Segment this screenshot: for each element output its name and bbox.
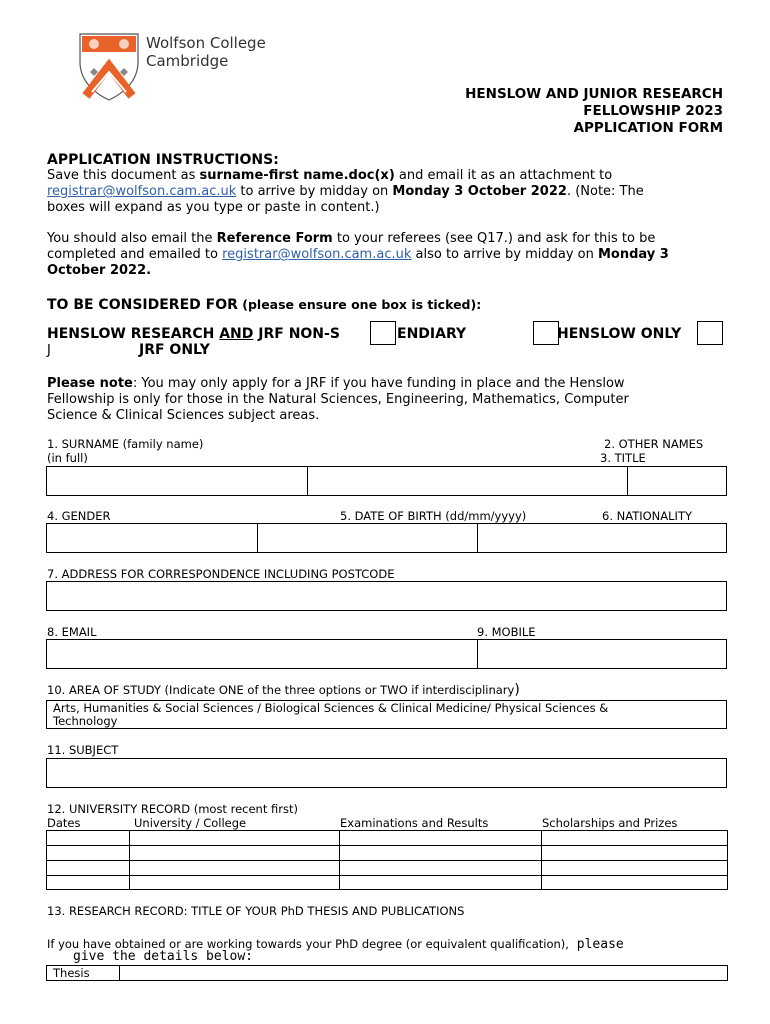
option-label-tail: ENDIARY — [397, 326, 467, 342]
surname-field[interactable] — [47, 467, 306, 495]
subject-field[interactable] — [46, 758, 727, 788]
table-row[interactable] — [47, 831, 727, 845]
mobile-label: 9. MOBILE — [477, 625, 536, 639]
dob-field[interactable] — [258, 524, 476, 552]
option-henslow-and-jrf-label — [47, 326, 340, 342]
text: ) — [514, 682, 520, 698]
research-record-label: 13. RESEARCH RECORD: TITLE OF YOUR PhD THESIS AND PUBLICATIONS — [47, 904, 465, 918]
address-label: 7. ADDRESS FOR CORRESPONDENCE INCLUDING POSTCODE — [47, 567, 395, 581]
college-name-line1: Wolfson College — [146, 34, 266, 52]
option-jrf-only-label: JRF ONLY — [139, 342, 210, 358]
consider-title: TO BE CONSIDERED FOR — [47, 297, 238, 313]
title-label: 3. TITLE — [600, 451, 646, 465]
deadline: Monday 3 October 2022 — [392, 184, 567, 199]
college-crest-icon — [78, 32, 140, 102]
area-of-study-label — [47, 684, 520, 697]
option-henslow-only-checkbox[interactable] — [697, 321, 723, 345]
text: : You may only apply for a JRF if you have funding in place and the Henslow — [132, 376, 625, 391]
thesis-label: Thesis — [53, 966, 90, 980]
subject-label: 11. SUBJECT — [47, 743, 119, 757]
instructions-title: APPLICATION INSTRUCTIONS: — [47, 152, 279, 168]
area-of-study-value: Arts, Humanities & Social Sciences / Biological Sciences & Clinical Medicine/ Physical Sciences & — [53, 701, 609, 715]
mobile-field[interactable] — [478, 640, 726, 668]
text: also to arrive by midday on — [411, 247, 598, 262]
other-names-field[interactable] — [308, 467, 627, 495]
table-row[interactable] — [47, 861, 727, 875]
nationality-label: 6. NATIONALITY — [602, 509, 692, 523]
table-row[interactable] — [47, 846, 727, 860]
gender-field[interactable] — [47, 524, 256, 552]
surname-sublabel: (in full) — [47, 451, 88, 465]
table-row[interactable] — [47, 876, 727, 889]
col-exams-header: Examinations and Results — [340, 816, 489, 830]
text: to arrive by midday on — [236, 184, 393, 199]
reference-form: Reference Form — [216, 231, 333, 246]
text: . (Note: The — [566, 184, 644, 199]
instructions-paragraph-1 — [47, 168, 737, 216]
registrar-email-link-2[interactable]: registrar@wolfson.cam.ac.uk — [222, 247, 412, 262]
text: boxes will expand as you type or paste in content.) — [47, 200, 380, 215]
heading-line2: FELLOWSHIP 2023 — [583, 103, 723, 119]
college-name-line2: Cambridge — [146, 52, 229, 70]
title-field[interactable] — [628, 467, 726, 495]
text: You should also email the — [47, 231, 217, 246]
col-dates-header: Dates — [47, 816, 81, 830]
other-names-label: 2. OTHER NAMES — [604, 437, 704, 451]
col-scholarships-header: Scholarships and Prizes — [542, 816, 678, 830]
text: HENSLOW RESEARCH — [47, 326, 220, 342]
gender-label: 4. GENDER — [47, 509, 111, 523]
consider-note: (please ensure one box is ticked): — [237, 297, 482, 312]
area-of-study-field[interactable] — [46, 700, 727, 729]
text: Fellowship is only for those in the Natural Sciences, Engineering, Mathematics, Computer — [47, 392, 629, 407]
filename-format: surname-first name.doc(x) — [199, 168, 395, 183]
heading-line3: APPLICATION FORM — [573, 120, 723, 136]
please-note-label: Please note — [47, 376, 133, 391]
college-logo — [78, 32, 268, 104]
text: completed and emailed to — [47, 247, 223, 262]
text: If you have obtained or are working towards your PhD degree (or equivalent qualification), — [47, 937, 569, 951]
text: 10. AREA OF STUDY (Indicate ONE of the three options or TWO if interdisciplinary — [47, 683, 515, 697]
text: please — [568, 937, 624, 952]
thesis-field[interactable] — [120, 966, 727, 980]
please-note — [47, 376, 629, 424]
email-field[interactable] — [47, 640, 476, 668]
email-label: 8. EMAIL — [47, 625, 97, 639]
option-jrf-prefix: J — [47, 343, 51, 358]
registrar-email-link[interactable]: registrar@wolfson.cam.ac.uk — [47, 184, 237, 199]
surname-label: 1. SURNAME (family name) — [47, 437, 204, 451]
option-henslow-and-jrf-checkbox[interactable] — [370, 321, 396, 345]
text: AND — [219, 326, 254, 342]
deadline: October 2022. — [47, 263, 152, 278]
dob-label: 5. DATE OF BIRTH (dd/mm/yyyy) — [340, 509, 527, 523]
text: and email it as an attachment to — [394, 168, 613, 183]
option-henslow-only-label: HENSLOW ONLY — [557, 326, 682, 342]
col-university-header: University / College — [134, 816, 247, 830]
university-record-label: 12. UNIVERSITY RECORD (most recent first) — [47, 802, 298, 816]
deadline: Monday 3 — [597, 247, 669, 262]
consider-heading — [47, 294, 481, 313]
instructions-paragraph-2 — [47, 231, 737, 279]
area-of-study-value: Technology — [53, 714, 118, 728]
text: Science & Clinical Sciences subject areas. — [47, 408, 320, 423]
nationality-field[interactable] — [478, 524, 726, 552]
heading-line1: HENSLOW AND JUNIOR RESEARCH — [465, 86, 723, 102]
option-henslow-only-checkbox-left[interactable] — [533, 321, 559, 345]
text: Save this document as — [47, 168, 200, 183]
form-heading — [465, 86, 723, 137]
research-record-note-2: give the details below: — [73, 949, 254, 964]
text: JRF NON-S — [253, 326, 340, 342]
address-field[interactable] — [46, 581, 727, 611]
text: to your referees (see Q17.) and ask for this to be — [332, 231, 656, 246]
